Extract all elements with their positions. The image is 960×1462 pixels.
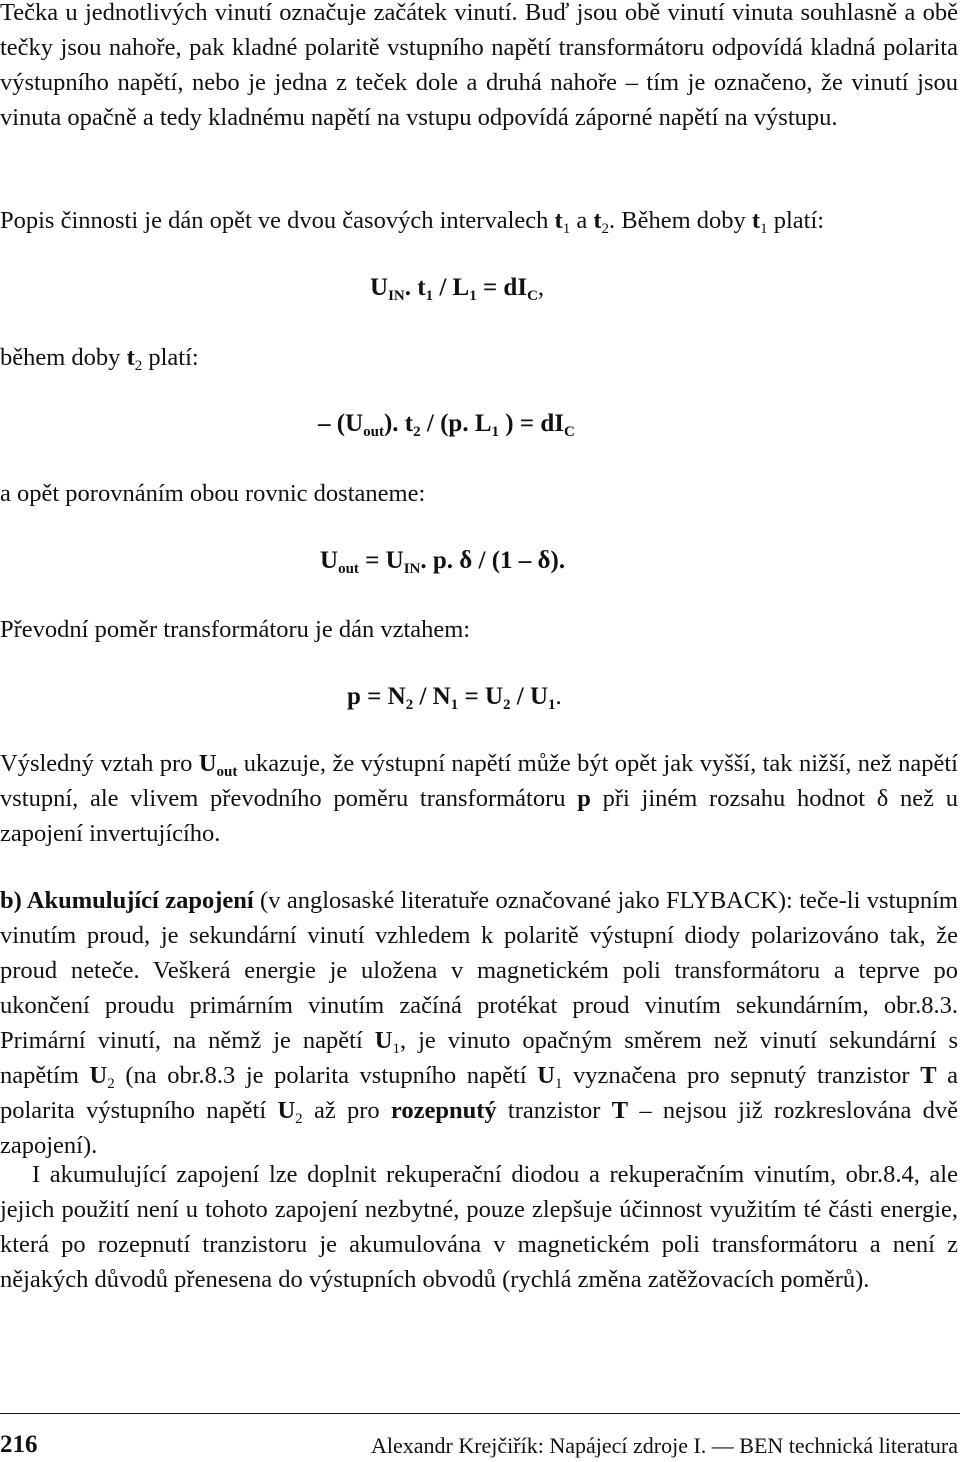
paragraph-result: Výsledný vztah pro $U_{out}$ ukazuje, že výstupní napětí může být opět jak vyšší, tak nižší, než napětí vstupní, ale vlivem převodního poměru transformátoru p při jiném rozsahu hodnot δ než u zapojení invertujícího. — [0, 750, 958, 847]
paragraph-polarity: Tečka u jednotlivých vinutí označuje začátek vinutí. Buď jsou obě vinutí vinuta souhlasně a obě tečky jsou nahoře, pak kladné polaritě vstupního napětí transformátoru odpovídá kladná polarita výstupního napětí, nebo je jedna z teček dole a druhá nahoře – tím je označeno, že vinutí jsou vinuta opačně a tedy kladnému napětí na vstupu odpovídá záporné napětí na výstupu. — [0, 0, 958, 131]
paragraph-recuperation: I akumulující zapojení lze doplnit rekuperační diodou a rekuperačním vinutím, obr.8.4, ale jejich použití není u tohoto zapojení nezbytné, pouze zlepšuje účinnost využitím té části energie, která po rozepnutí tranzistoru je akumulována v magnetickém poli transformátoru a není z nějakých důvodů přenesena do výstupních obvodů (rychlá změna zatěžovacích poměrů). — [0, 1161, 958, 1293]
equation-output: $U_{out} = U_{IN}$. p. δ / (1 – δ). — [320, 547, 566, 577]
paragraph-intervals: Popis činnosti je dán opět ve dvou časových intervalech $t_1$ a $t_2$. Během doby $t_1$ platí: — [0, 207, 825, 237]
equation-t2: – $(U_{out})$. $t_2 / (p$. $L_1$ ) = $dI_C$ — [318, 410, 575, 440]
equation-t1: $U_{IN}$. $t_1 / L_1 = dI_C$, — [370, 274, 545, 304]
equation-ratio: $p = N_2 / N_1 = U_2 / U_1$. — [347, 683, 562, 713]
footer-citation: Alexandr Krejčiřík: Napájecí zdroje I. — BEN technická literatura — [370, 1433, 958, 1458]
label-ratio: Převodní poměr transformátoru je dán vztahem: — [0, 616, 471, 643]
footer-rule — [0, 1413, 960, 1414]
paragraph-flyback: b) Akumulující zapojení (v anglosaské literatuře označované jako FLYBACK): teče-li vstupním vinutím proud, je sekundární vinutí vzhledem k polaritě výstupní diody polarizováno tak, že proud neteče. Veškerá energie je uložena v magnetickém poli transformátoru a teprve po ukončení proudu primárním vinutím začíná protékat proud vinutím sekundárním, obr.8.3. Primární vinutí, na němž je napětí $U_1$, je vinuto opačným směrem než vinutí sekundární s napětím $U_2$ (na obr.8.3 je polarita vstupního napětí $U_1$ vyznačena pro sepnutý tranzistor T a polarita výstupního napětí $U_2$ až pro rozepnutý tranzistor T – nejsou již rozkreslována dvě zapojení). — [0, 887, 958, 1159]
label-t2: během doby $t_2$ platí: — [0, 344, 199, 374]
page-number: 216 — [0, 1431, 38, 1458]
flyback-heading: b) Akumulující zapojení — [0, 887, 254, 914]
label-compare: a opět porovnáním obou rovnic dostaneme: — [0, 480, 426, 507]
